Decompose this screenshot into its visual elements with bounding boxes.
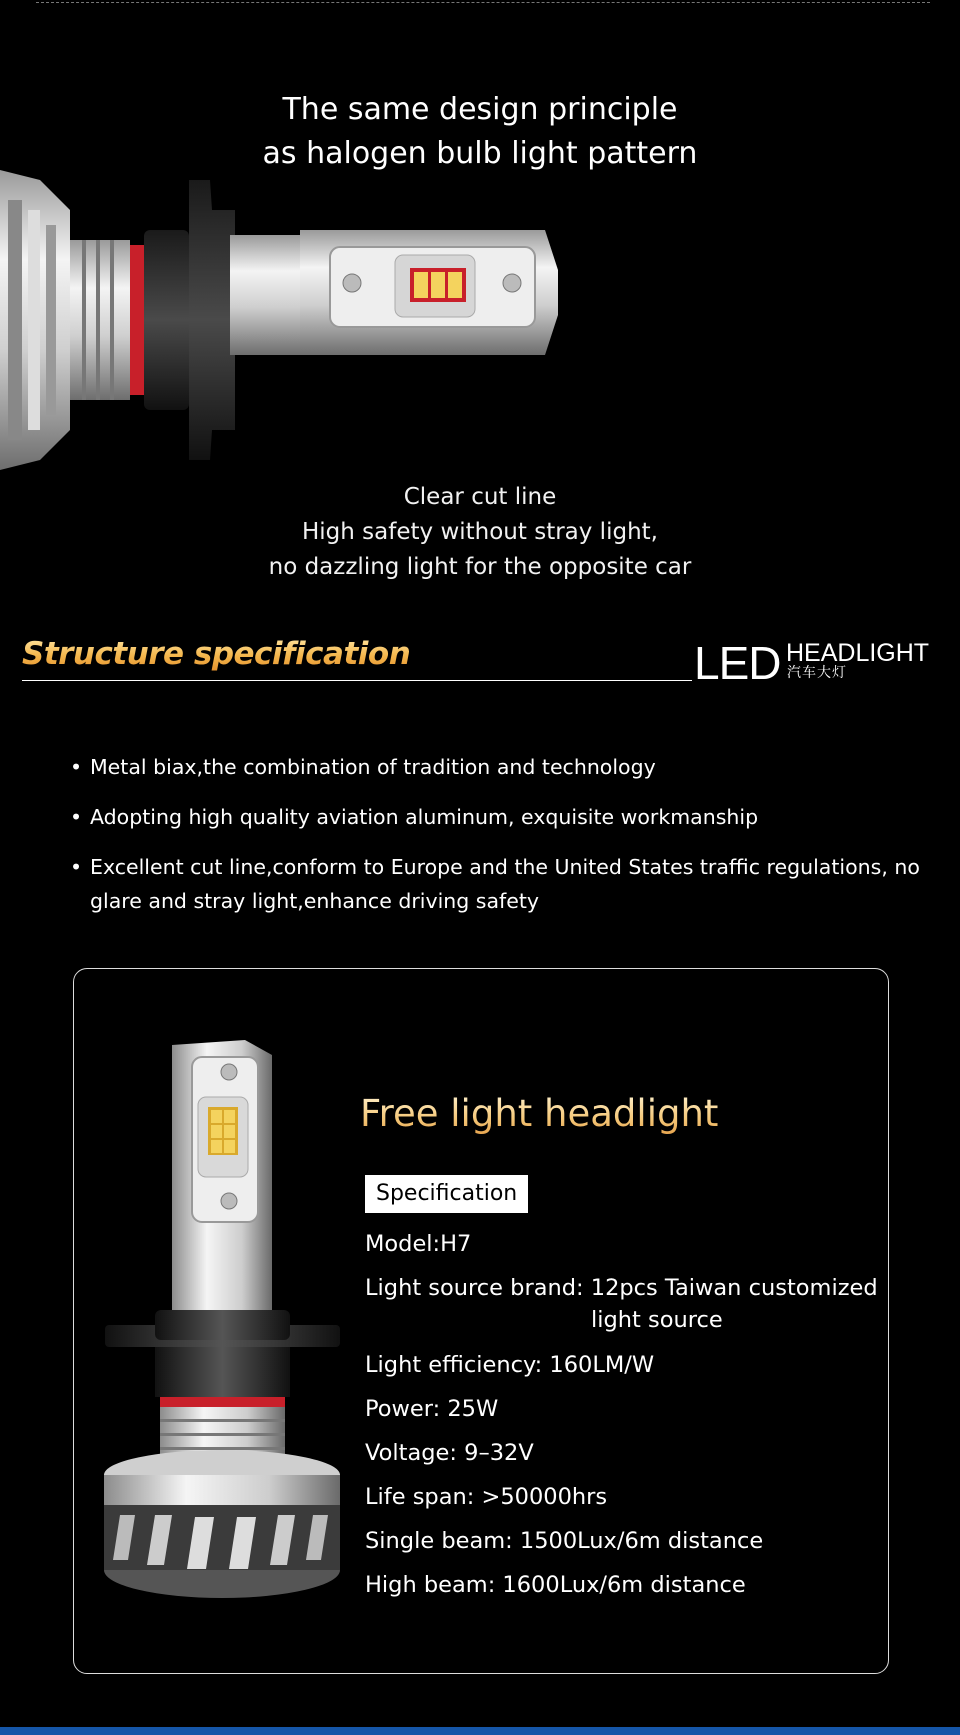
brand-logo-headlight: HEADLIGHT	[786, 639, 930, 667]
section-underline	[22, 680, 692, 681]
led-head	[300, 230, 558, 355]
feature-list	[70, 750, 930, 934]
heat-sink	[0, 170, 70, 470]
spec-single-beam: Single beam: 1500Lux/6m distance	[365, 1528, 764, 1554]
list-item: • Metal biax,the combination of tradition and technology	[70, 755, 656, 779]
spec-life-span: Life span: >50000hrs	[365, 1484, 608, 1510]
brand-logo-led: LED	[694, 637, 781, 689]
section-title: Structure specification	[22, 636, 411, 672]
black-collar	[105, 1310, 340, 1397]
brand-logo-chinese: 汽车大灯	[787, 665, 847, 681]
cut-line-caption: Clear cut line High safety without stray light, no dazzling light for the opposite car	[268, 484, 692, 580]
threaded-neck	[70, 240, 144, 400]
heat-sink	[104, 1450, 340, 1598]
spec-efficiency: Light efficiency: 160LM/W	[365, 1352, 655, 1378]
spec-voltage: Voltage: 9–32V	[365, 1440, 534, 1466]
bottom-accent-bar	[0, 1727, 960, 1735]
specification-label: Specification	[365, 1175, 528, 1213]
led-bulb-vertical-illustration	[100, 1035, 350, 1610]
list-item: • Adopting high quality aviation aluminum, exquisite workmanship	[70, 805, 759, 829]
threaded-neck	[160, 1407, 285, 1457]
design-principle-heading: The same design principle as halogen bulb light pattern	[262, 92, 698, 171]
aluminum-shaft	[230, 235, 300, 355]
spec-model: Model:H7	[365, 1231, 472, 1257]
red-seal-ring	[160, 1397, 285, 1407]
spec-light-source: Light source brand: 12pcs Taiwan customized light source	[365, 1275, 878, 1333]
led-bulb-side-illustration	[0, 170, 570, 470]
spec-high-beam: High beam: 1600Lux/6m distance	[365, 1572, 746, 1598]
top-dashed-divider	[36, 2, 930, 3]
specification-list	[365, 1228, 895, 1613]
led-head	[172, 1040, 272, 1235]
spec-power: Power: 25W	[365, 1396, 499, 1422]
list-item: • Excellent cut line,conform to Europe and the United States traffic regulations, no glare and stray light,enhance driving safety	[70, 855, 920, 913]
black-collar	[144, 180, 235, 460]
product-title: Free light headlight	[360, 1092, 719, 1135]
